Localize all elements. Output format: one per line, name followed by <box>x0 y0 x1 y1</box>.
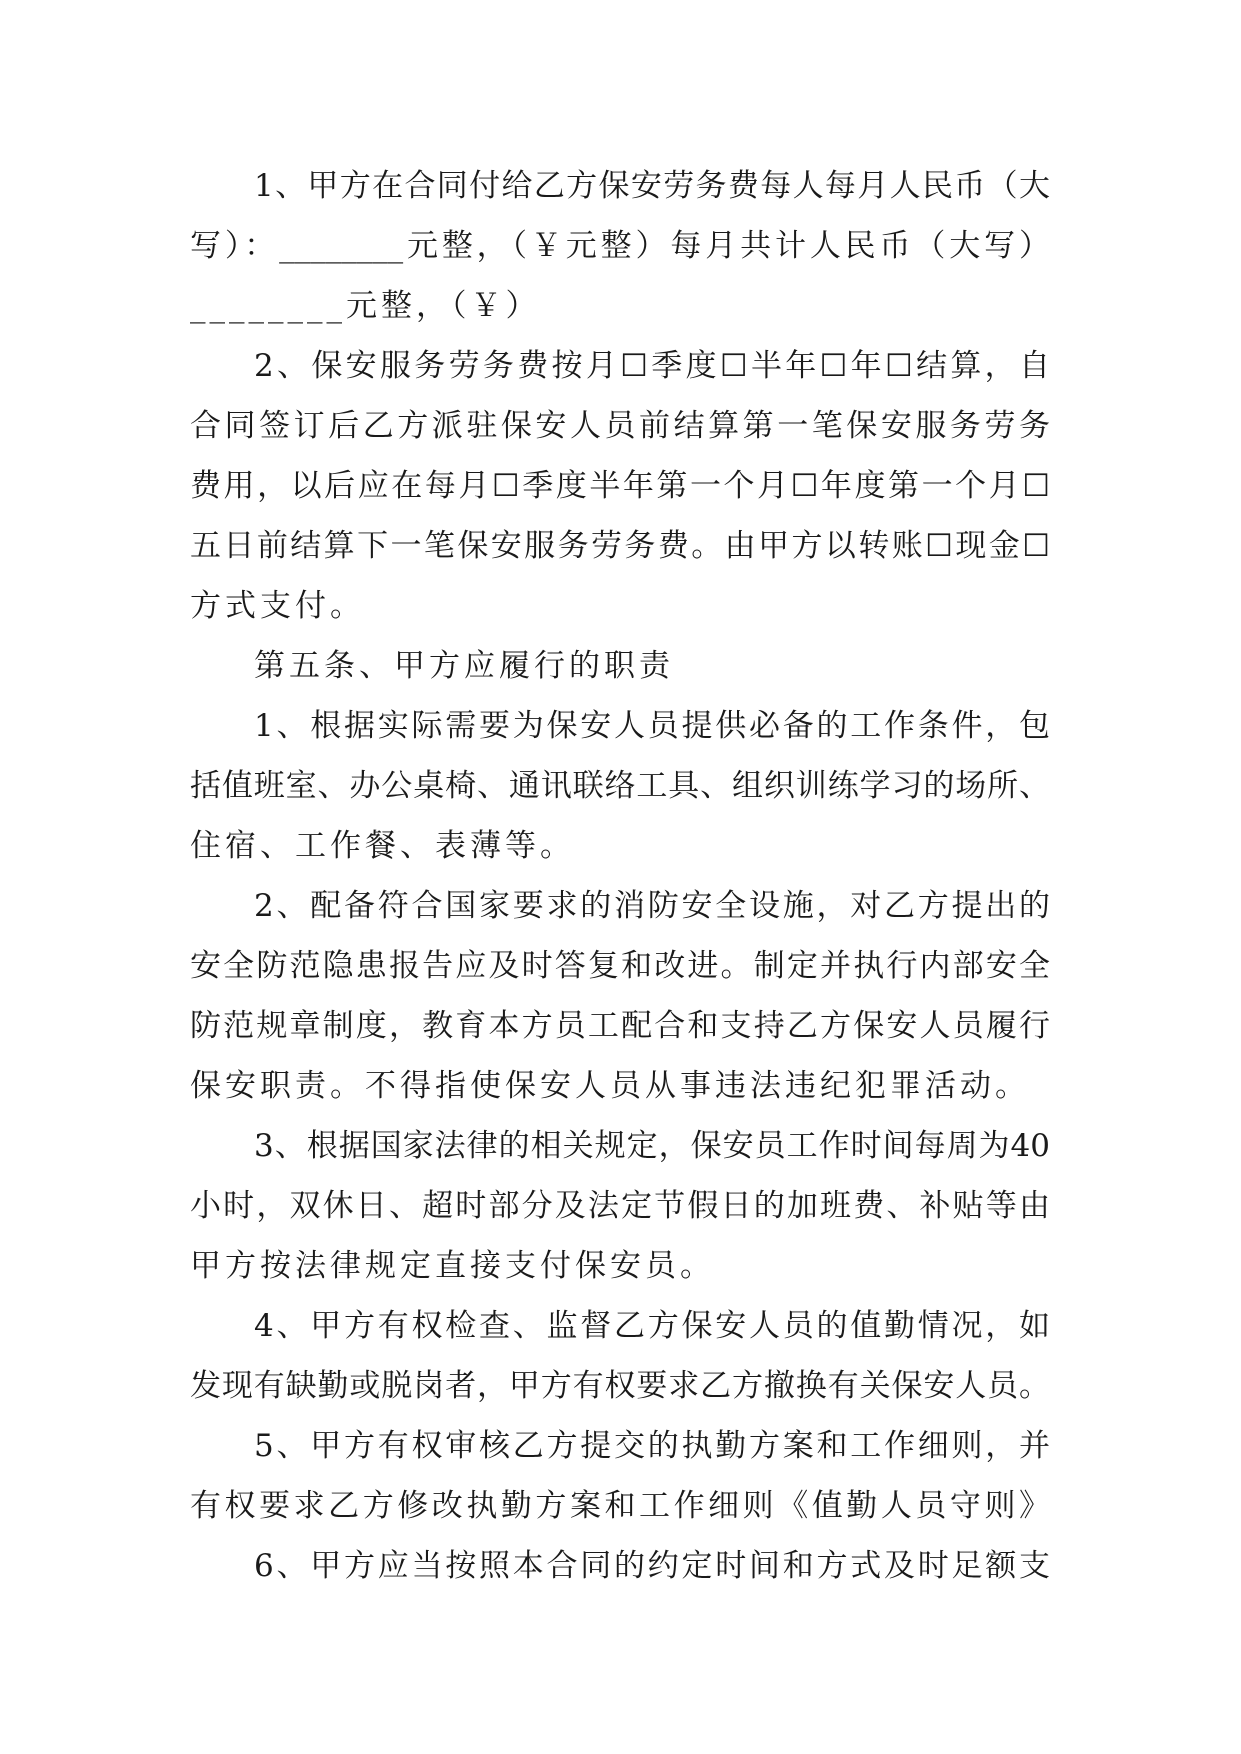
paragraph-line: 五日前结算下一笔保安服务劳务费。由甲方以转账☐现金☐ <box>190 528 1050 564</box>
section-heading: 第五条、甲方应履行的职责 <box>254 648 674 684</box>
paragraph-line: 括值班室、办公桌椅、通讯联络工具、组织训练学习的场所、 <box>190 768 1050 804</box>
paragraph-line: 安全防范隐患报告应及时答复和改进。制定并执行内部安全 <box>190 948 1050 984</box>
paragraph-line: 5、甲方有权审核乙方提交的执勤方案和工作细则，并 <box>254 1428 1050 1464</box>
paragraph-line: 合同签订后乙方派驻保安人员前结算第一笔保安服务劳务 <box>190 408 1050 444</box>
paragraph-line: 3、根据国家法律的相关规定，保安员工作时间每周为40 <box>254 1128 1050 1164</box>
paragraph-line: 防范规章制度，教育本方员工配合和支持乙方保安人员履行 <box>190 1008 1050 1044</box>
paragraph-line: 写）：________元整，（￥元整）每月共计人民币（大写） <box>190 228 1050 264</box>
paragraph-line: 4、甲方有权检查、监督乙方保安人员的值勤情况，如 <box>254 1308 1050 1344</box>
paragraph-line: 住宿、工作餐、表薄等。 <box>190 828 575 864</box>
paragraph-line: 小时，双休日、超时部分及法定节假日的加班费、补贴等由 <box>190 1188 1050 1224</box>
paragraph-line: 1、根据实际需要为保安人员提供必备的工作条件，包 <box>254 708 1050 744</box>
paragraph-line: 有权要求乙方修改执勤方案和工作细则《值勤人员守则》 <box>190 1488 1050 1524</box>
paragraph-line: 甲方按法律规定直接支付保安员。 <box>190 1248 715 1284</box>
paragraph-line: ________元整，（￥） <box>190 288 541 324</box>
paragraph-line: 方式支付。 <box>190 588 365 624</box>
paragraph-line: 6、甲方应当按照本合同的约定时间和方式及时足额支 <box>254 1548 1050 1584</box>
document-body <box>190 156 1050 1596</box>
paragraph-line: 1、甲方在合同付给乙方保安劳务费每人每月人民币（大 <box>254 168 1050 204</box>
paragraph-line: 2、配备符合国家要求的消防安全设施，对乙方提出的 <box>254 888 1050 924</box>
paragraph-line: 2、保安服务劳务费按月☐季度☐半年☐年☐结算，自 <box>254 348 1050 384</box>
paragraph-line: 费用，以后应在每月☐季度半年第一个月☐年度第一个月☐ <box>190 468 1050 504</box>
paragraph-line: 发现有缺勤或脱岗者，甲方有权要求乙方撤换有关保安人员。 <box>190 1368 1050 1404</box>
paragraph-line: 保安职责。不得指使保安人员从事违法违纪犯罪活动。 <box>190 1068 1030 1104</box>
